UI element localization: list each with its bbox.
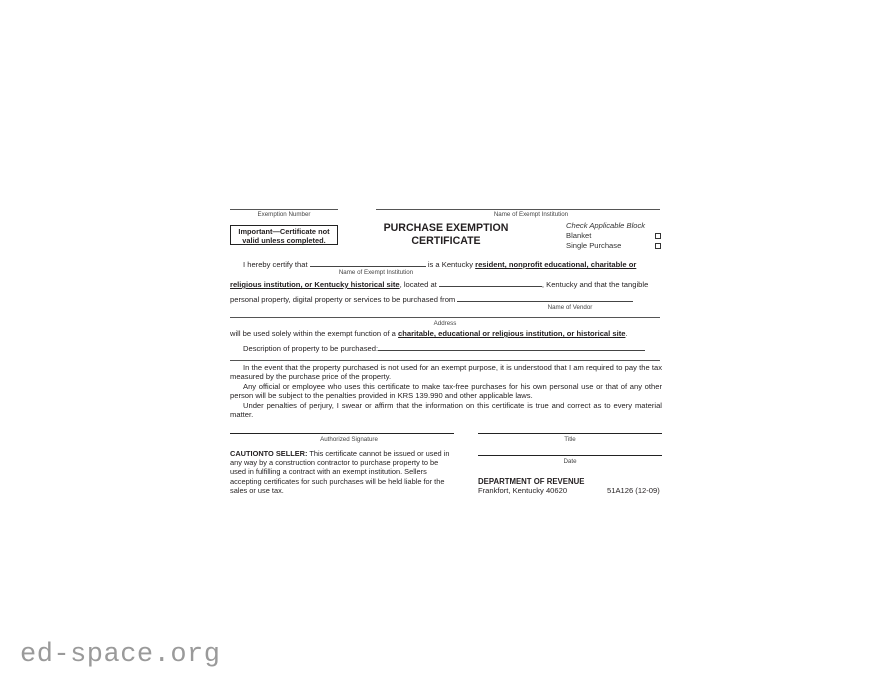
check-block-heading: Check Applicable Block [566,221,646,230]
description-line [243,343,645,354]
form-number: 51A126 (12-09) [607,486,660,495]
single-purchase-label: Single Purchase [566,241,622,250]
blanket-checkbox[interactable] [655,233,661,239]
blanket-label: Blanket [566,231,592,240]
vendor-name-field[interactable] [457,294,633,302]
exemption-number-label: Exemption Number [257,211,311,218]
certify-line-1 [243,259,636,270]
important-notice-box [230,225,338,245]
purchased-from-text: personal property, digital property or services to be purchased from [230,295,456,304]
institution-type-text: resident, nonprofit educational, charitable or [475,260,637,269]
location-field[interactable] [439,279,542,287]
tangible-text: , Kentucky and that the tangible [541,280,649,289]
located-at-text: , located at [399,280,437,289]
description-label: Description of property to be purchased: [243,344,379,353]
address-field[interactable] [230,317,660,318]
certify-intro-text: I hereby certify that [243,260,308,269]
signature-label: Authorized Signature [320,436,378,443]
certify-line-4 [230,329,628,339]
exempt-purpose-paragraph: In the event that the property purchased is not used for an exempt purpose, it is understood that I am required to pay the tax measured by the purchase price of the property. [230,363,662,382]
exempt-institution-name-field[interactable] [376,209,660,210]
signature-field[interactable] [230,433,454,434]
caution-text: This certificate cannot be issued or used in any way by a construction contractor to purchase property to be used in fulfilling a contract with an exempt institution. Sellers accepting certificates for such purchases will be held liable for the sales or use tax. [230,449,450,495]
single-purchase-checkbox[interactable] [655,243,661,249]
title-label: Title [564,436,576,443]
certify-line-2 [230,279,648,290]
kentucky-text: is a Kentucky [427,260,473,269]
watermark: ed-space.org [20,640,221,670]
vendor-name-label: Name of Vendor [547,304,593,311]
perjury-paragraph: Under penalties of perjury, I swear or affirm that the information on this certificate is true and correct as to every material matter. [230,400,662,420]
institution-name-field-label: Name of Exempt Institution [338,269,414,276]
department-name: DEPARTMENT OF REVENUE [478,477,585,486]
exempt-institution-name-label: Name of Exempt Institution [493,211,569,218]
institution-type-text-cont: religious institution, or Kentucky historical site [230,280,400,289]
date-field[interactable] [478,455,662,456]
institution-name-field[interactable] [310,259,426,267]
form-title-line1: PURCHASE EXEMPTION [383,222,509,234]
date-label: Date [563,458,577,465]
description-field-line-2[interactable] [230,360,660,361]
exemption-number-field[interactable] [230,209,338,210]
exempt-function-text: will be used solely within the exempt function of a [230,329,396,338]
address-label: Address [433,320,457,327]
legal-paragraphs [230,363,662,419]
important-notice-line2: valid unless completed. [242,235,326,245]
period-text: . [625,329,628,338]
title-field[interactable] [478,433,662,434]
description-field[interactable] [378,343,645,351]
department-address: Frankfort, Kentucky 40620 [478,486,568,495]
caution-heading: CAUTIONTO SELLER: [230,449,308,458]
form-title [378,222,514,248]
caution-to-seller [230,449,455,495]
form-title-line2: CERTIFICATE [411,235,481,247]
penalties-paragraph: Any official or employee who uses this certificate to make tax-free purchases for his own personal use or that of any other person will be subject to the penalties provided in KRS 139.990 and other applicable laws. [230,381,662,401]
exempt-function-type-text: charitable, educational or religious institution, or historical site [398,329,626,338]
important-notice-line1: Important—Certificate not [238,226,330,236]
